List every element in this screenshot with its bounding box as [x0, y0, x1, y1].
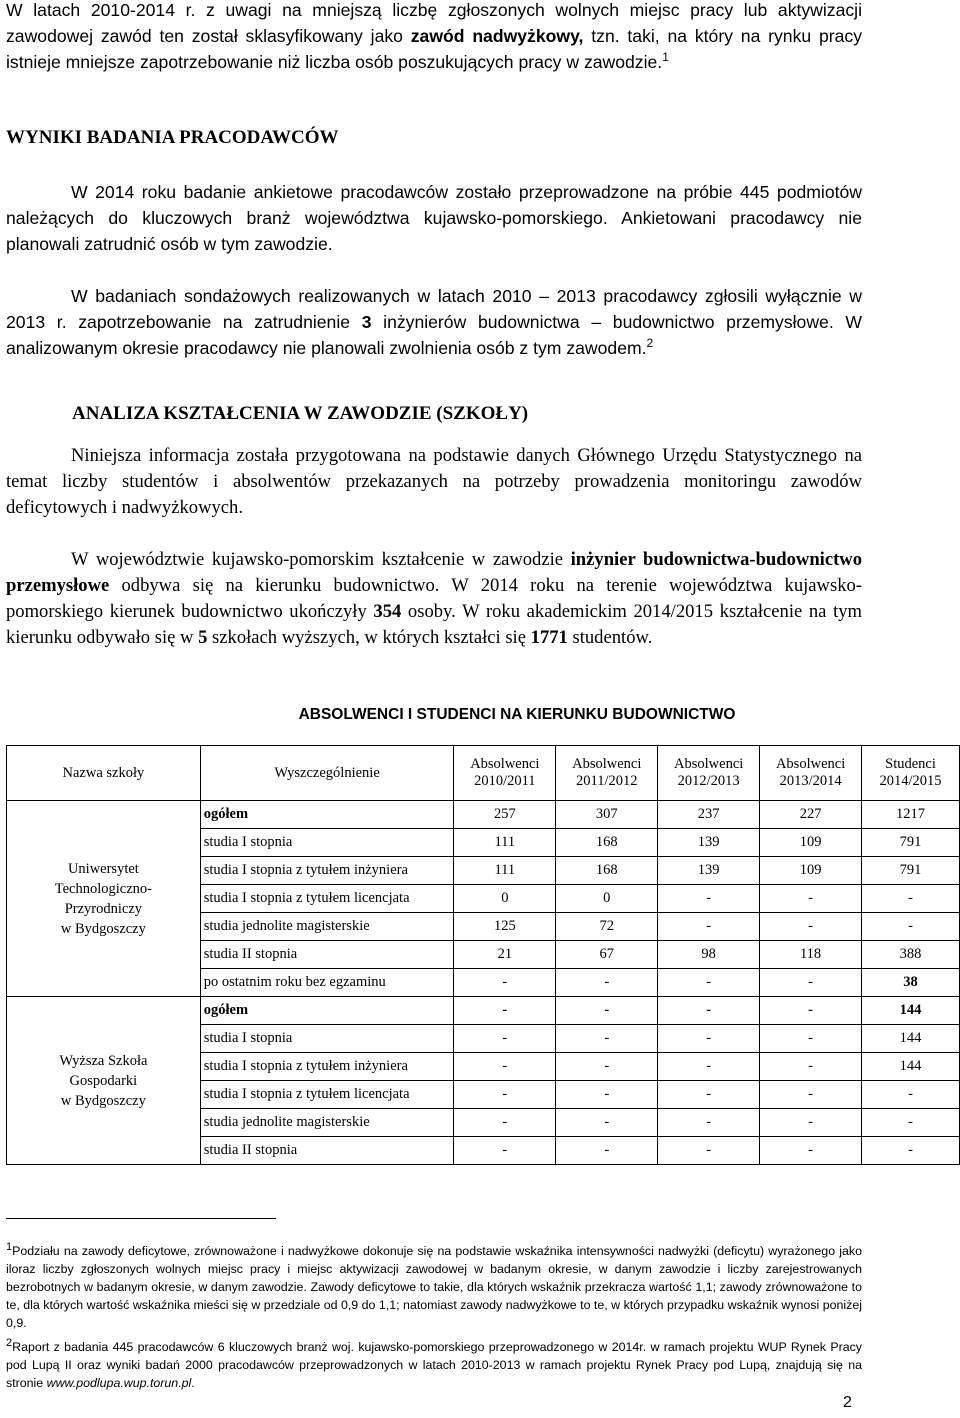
value-cell: -	[454, 1025, 556, 1053]
value-cell: -	[760, 913, 862, 941]
value-cell: -	[454, 1109, 556, 1137]
value-cell: 237	[658, 801, 760, 829]
row-label-cell: studia I stopnia z tytułem licencjata	[200, 1081, 454, 1109]
value-cell: -	[760, 969, 862, 997]
value-cell: 388	[862, 941, 960, 969]
value-cell: 791	[862, 829, 960, 857]
value-cell: 144	[862, 997, 960, 1025]
value-cell: 67	[556, 941, 658, 969]
value-cell: -	[862, 913, 960, 941]
school-name-line: Technologiczno-	[54, 880, 152, 897]
table-row	[7, 997, 960, 1025]
value-cell: -	[760, 1137, 862, 1165]
intro-paragraph: W latach 2010-2014 r. z uwagi na mniejszą liczbę zgłoszonych wolnych miejsc pracy lub aktywizacji zawodowej zawód ten został sklasyfikowany jako zawód nadwyżkowy, tzn. taki, na który na rynku pracy istnieje mniejsze zapotrzebowanie niż liczba osób poszukujących pracy w zawodzie.$^1$	[6, 0, 863, 72]
value-cell: 257	[454, 801, 556, 829]
value-cell: 227	[760, 801, 862, 829]
table-body	[7, 746, 960, 1165]
employers-paragraph-1: W 2014 roku badanie ankietowe pracodawców zostało przeprowadzone na próbie 445 podmiotów należących do kluczowych branż województwa kujawsko-pomorskiego. Ankietowani pracodawcy nie planowali zatrudnić osób w tym zawodzie.	[6, 182, 862, 254]
value-cell: -	[760, 1109, 862, 1137]
graduates-students-table	[6, 745, 960, 1165]
value-cell: 139	[658, 857, 760, 885]
column-header-school: Nazwa szkoły	[7, 746, 201, 801]
section-title-education: ANALIZA KSZTAŁCENIA W ZAWODZIE (SZKOŁY)	[72, 403, 529, 424]
column-header-2014-2015: Studenci 2014/2015	[862, 746, 960, 801]
value-cell: -	[760, 1053, 862, 1081]
value-cell: 72	[556, 913, 658, 941]
footnote-ref-1[interactable]: 1	[662, 50, 669, 65]
row-label-cell: studia I stopnia	[200, 829, 454, 857]
value-cell: -	[454, 1137, 556, 1165]
value-cell: -	[658, 997, 760, 1025]
value-cell: 139	[658, 829, 760, 857]
section-title-employers: WYNIKI BADANIA PRACODAWCÓW	[6, 127, 339, 148]
value-cell: -	[658, 885, 760, 913]
value-cell: -	[556, 997, 658, 1025]
table-title: ABSOLWENCI I STUDENCI NA KIERUNKU BUDOWNICTWO	[298, 706, 736, 723]
school-name-cell	[7, 997, 201, 1165]
value-cell: 144	[862, 1053, 960, 1081]
footnote-2: 2Raport z badania 445 pracodawców 6 kluczowych branż woj. kujawsko-pomorskiego przeprowadzonego w 2014r. w ramach projektu WUP Rynek Pracy pod Lupą II oraz wyniki badań 2000 pracodawców przeprowadzonych w latach 2010-2013 w ramach projektu Rynek Pracy pod Lupą, znajdują się na stronie www.podlupa.wup.torun.pl.	[6, 1337, 862, 1390]
value-cell: -	[556, 969, 658, 997]
value-cell: -	[556, 1081, 658, 1109]
footnote-ref-2[interactable]: 2	[646, 336, 654, 351]
row-label-cell: studia I stopnia z tytułem inżyniera	[200, 857, 454, 885]
value-cell: 118	[760, 941, 862, 969]
value-cell: 144	[862, 1025, 960, 1053]
value-cell: 307	[556, 801, 658, 829]
value-cell: -	[454, 1081, 556, 1109]
value-cell: -	[658, 1109, 760, 1137]
value-cell: -	[760, 1025, 862, 1053]
value-cell: -	[862, 885, 960, 913]
value-cell: -	[760, 1081, 862, 1109]
education-paragraph-1: Niniejsza informacja została przygotowana na podstawie danych Głównego Urzędu Statystycznego na temat liczby studentów i absolwentów przekazanych na potrzeby prowadzenia monitoringu zawodów deficytowych i nadwyżkowych.	[6, 445, 862, 518]
school-name-line: Gospodarki	[69, 1072, 138, 1089]
row-label-cell: studia jednolite magisterskie	[200, 1109, 454, 1137]
value-cell: 109	[760, 829, 862, 857]
school-name-line: Przyrodniczy	[64, 900, 143, 917]
value-cell: -	[658, 1081, 760, 1109]
value-cell: 111	[454, 829, 556, 857]
value-cell: 0	[454, 885, 556, 913]
row-label-cell: ogółem	[200, 801, 454, 829]
value-cell: 21	[454, 941, 556, 969]
value-cell: -	[556, 1137, 658, 1165]
education-paragraph-2: W województwie kujawsko-pomorskim kształcenie w zawodzie inżynier budownictwa-budownictwo przemysłowe odbywa się na kierunku budownictwo. W 2014 roku na terenie województwa kujawsko-pomorskiego kierunek budownictwo ukończyły 354 osoby. W roku akademickim 2014/2015 kształcenie na tym kierunku odbywało się w 5 szkołach wyższych, w których kształci się 1771 studentów.	[6, 549, 863, 648]
table-row	[7, 801, 960, 829]
row-label-cell: ogółem	[200, 997, 454, 1025]
page-number: 2	[843, 1394, 852, 1411]
value-cell: 0	[556, 885, 658, 913]
row-label-cell: studia II stopnia	[200, 941, 454, 969]
value-cell: -	[454, 1053, 556, 1081]
school-name-cell	[7, 801, 201, 997]
value-cell: -	[760, 997, 862, 1025]
value-cell: -	[556, 1053, 658, 1081]
value-cell: -	[658, 1053, 760, 1081]
value-cell: -	[862, 1081, 960, 1109]
value-cell: 125	[454, 913, 556, 941]
column-header-2013-2014: Absolwenci 2013/2014	[760, 746, 862, 801]
employers-paragraph-2: W badaniach sondażowych realizowanych w latach 2010 – 2013 pracodawcy zgłosili wyłącznie w 2013 r. zapotrzebowanie na zatrudnienie 3 inżynierów budownictwa – budownictwo przemysłowe. W analizowanym okresie pracodawcy nie planowali zwolnienia osób z tym zawodem.$^2$	[6, 286, 862, 358]
school-name-line: w Bydgoszczy	[60, 920, 146, 937]
school-name-line: Uniwersytet	[67, 860, 139, 877]
value-cell: -	[556, 1109, 658, 1137]
value-cell: -	[556, 1025, 658, 1053]
row-label-cell: studia I stopnia z tytułem inżyniera	[200, 1053, 454, 1081]
row-label-cell: studia I stopnia z tytułem licencjata	[200, 885, 454, 913]
footnote-separator	[6, 1218, 276, 1219]
value-cell: 168	[556, 857, 658, 885]
row-label-cell: studia I stopnia	[200, 1025, 454, 1053]
footnote-1: 1Podziału na zawody deficytowe, zrównoważone i nadwyżkowe dokonuje się na podstawie wskaźnika intensywności nadwyżki (deficytu) wyrażonego jako iloraz liczby zgłoszonych wolnych miejsc pracy i miejsc aktywizacji zawodowej w badanym okresie, w danym zawodzie i liczby zarejestrowanych bezrobotnych w badanym okresie, w danym zawodzie. Zawody deficytowe to takie, dla których wskaźnik przekracza wartość 1,1; zawody zrównoważone to te, dla których wartość wskaźnika mieści się w przedziale od 0,9 do 1,1; natomiast zawody nadwyżkowe to te, w których przypadku wskaźnik wynosi poniżej 0,9.	[6, 1241, 862, 1330]
school-name-line: Wyższa Szkoła	[59, 1052, 148, 1069]
school-name-line: w Bydgoszczy	[60, 1092, 146, 1109]
row-label-cell: studia II stopnia	[200, 1137, 454, 1165]
value-cell: -	[454, 997, 556, 1025]
value-cell: -	[658, 1137, 760, 1165]
value-cell: 1217	[862, 801, 960, 829]
value-cell: -	[862, 1137, 960, 1165]
value-cell: -	[658, 969, 760, 997]
table-header-row	[7, 746, 960, 801]
value-cell: -	[658, 913, 760, 941]
value-cell: -	[454, 969, 556, 997]
value-cell: 38	[862, 969, 960, 997]
row-label-cell: studia jednolite magisterskie	[200, 913, 454, 941]
value-cell: -	[862, 1109, 960, 1137]
intro-bold-term: zawód nadwyżkowy,	[410, 26, 584, 46]
footnote-link[interactable]: www.podlupa.wup.torun.pl	[46, 1376, 192, 1390]
column-header-2010-2011: Absolwenci 2010/2011	[454, 746, 556, 801]
value-cell: 109	[760, 857, 862, 885]
column-header-description: Wyszczególnienie	[200, 746, 454, 801]
row-label-cell: po ostatnim roku bez egzaminu	[200, 969, 454, 997]
value-cell: 791	[862, 857, 960, 885]
value-cell: -	[760, 885, 862, 913]
value-cell: 111	[454, 857, 556, 885]
value-cell: -	[658, 1025, 760, 1053]
column-header-2011-2012: Absolwenci 2011/2012	[556, 746, 658, 801]
column-header-2012-2013: Absolwenci 2012/2013	[658, 746, 760, 801]
value-cell: 168	[556, 829, 658, 857]
value-cell: 98	[658, 941, 760, 969]
